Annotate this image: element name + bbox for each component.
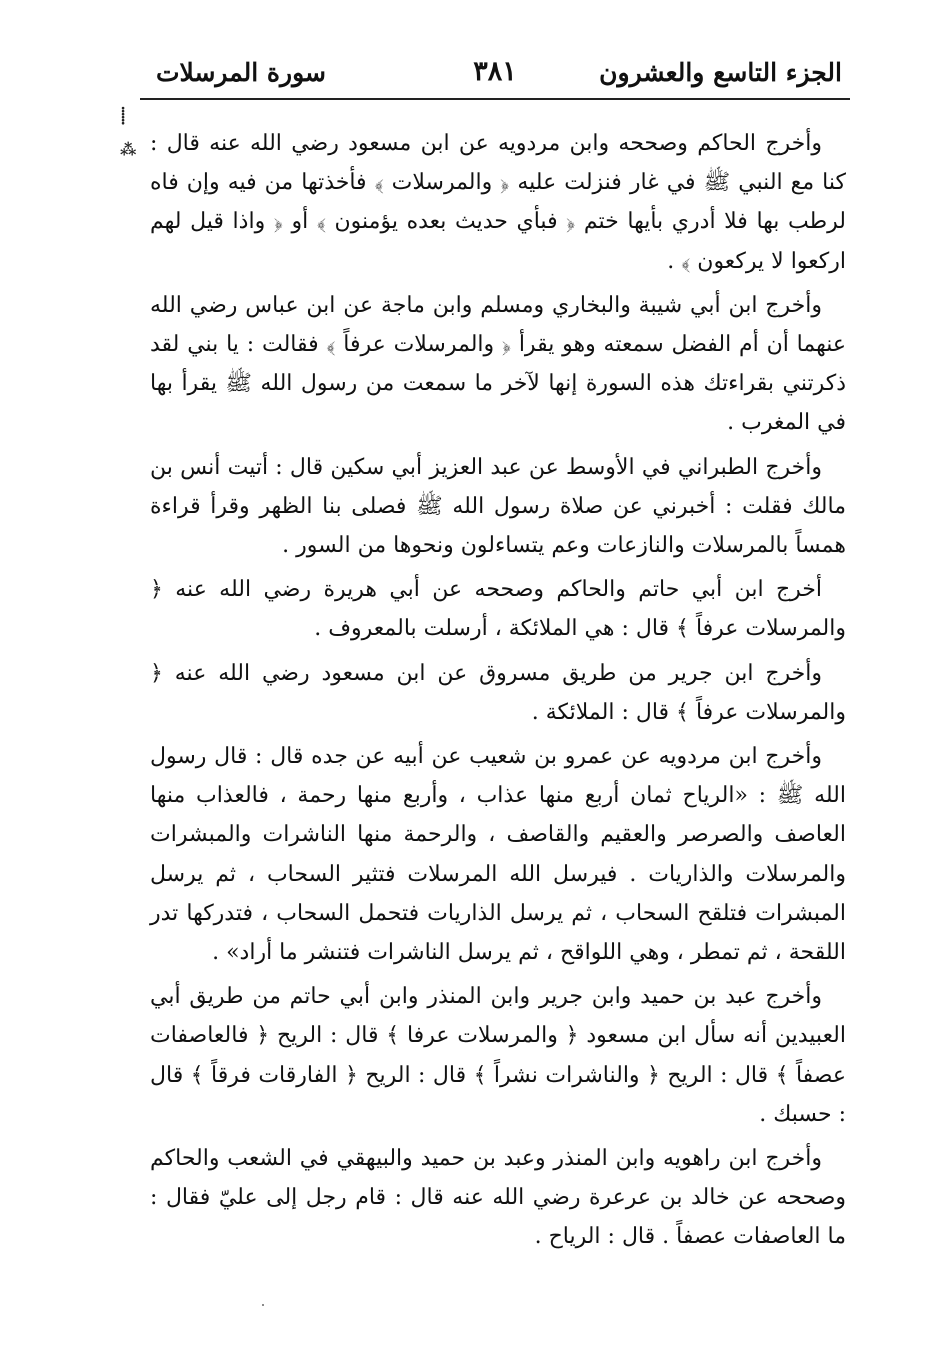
paragraph-6: وأخرج ابن مردويه عن عمرو بن شعيب عن أبيه عن جده قال : قال رسول الله ﷺ : «الرياح ثمان أربع منها عذاب ، وأربع منها رحمة ، فالعذاب منها العاصف والصرصر والعقيم والقاصف ، والرحمة منها الناشرات والمبشرات والمرسلات والذاريات . فيرسل الله المرسلات فتثير السحاب ، ثم يرسل المبشرات فتلقح السحاب ، ثم يرسل الذاريات فتحمل السحاب ، فتدركها تدر اللقحة ، ثم تمطر ، وهي اللواقح ، ثم يرسل الناشرات فتنشر ما أراد» . <box>150 744 846 966</box>
page-number: ٣٨١ <box>473 56 517 87</box>
paragraph-1: وأخرج الحاكم وصححه وابن مردويه عن ابن مسعود رضي الله عنه قال : كنا مع النبي ﷺ في غار فنزلت عليه ﴿ والمرسلات ﴾ فأخذتها من فيه وإن فاه لرطب بها فلا أدري بأيها ختم ﴿ فبأي حديث بعده يؤمنون ﴾ أو ﴿ واذا قيل لهم اركعوا لا يركعون ﴾ . <box>150 131 846 274</box>
paragraph-4: أخرج ابن أبي حاتم والحاكم وصححه عن أبي هريرة رضي الله عنه ﴿ والمرسلات عرفاً ﴾ قال : هي الملائكة ، أرسلت بالمعروف . <box>150 577 846 642</box>
page-body <box>150 124 846 1262</box>
margin-marker: ⸽ <box>121 106 126 125</box>
part-title: الجزء التاسع والعشرون <box>599 58 842 87</box>
paragraph-3: وأخرج الطبراني في الأوسط عن عبد العزيز أبي سكين قال : أتيت أنس بن مالك فقلت : أخبرني عن صلاة رسول الله ﷺ فصلى بنا الظهر وقرأ قراءة همساً بالمرسلات والنازعات وعم يتساءلون ونحوها من السور . <box>150 454 846 559</box>
header-rule <box>140 98 850 100</box>
margin-marker: ⁂ <box>120 140 137 159</box>
paragraph-8: وأخرج ابن راهويه وابن المنذر وعبد بن حميد والبيهقي في الشعب والحاكم وصححه عن خالد بن عرعرة رضي الله عنه قال : قام رجل إلى عليّ فقال : ما العاصفات عصفاً . قال : الرياح . <box>150 1146 846 1250</box>
scan-speck <box>262 1304 264 1306</box>
surah-title: سورة المرسلات <box>156 58 326 87</box>
page-header <box>140 52 850 98</box>
paragraph-5: وأخرج ابن جرير من طريق مسروق عن ابن مسعود رضي الله عنه ﴿ والمرسلات عرفاً ﴾ قال : الملائكة . <box>150 660 846 725</box>
paragraph-7: وأخرج عبد بن حميد وابن جرير وابن المنذر وابن أبي حاتم من طريق أبي العبيدين أنه سأل ابن مسعود ﴿ والمرسلات عرفا ﴾ قال : الريح ﴿ فالعاصفات عصفاً ﴾ قال : الريح ﴿ والناشرات نشراً ﴾ قال : الريح ﴿ الفارقات فرقاً ﴾ قال : حسبك . <box>150 984 846 1127</box>
paragraph-2: وأخرج ابن أبي شيبة والبخاري ومسلم وابن ماجة عن ابن عباس رضي الله عنهما أن أم الفضل سمعته وهو يقرأ ﴿ والمرسلات عرفاً ﴾ فقالت : يا بني لقد ذكرتني بقراءتك هذه السورة إنها لآخر ما سمعت من رسول الله ﷺ يقرأ بها في المغرب . <box>150 292 846 436</box>
